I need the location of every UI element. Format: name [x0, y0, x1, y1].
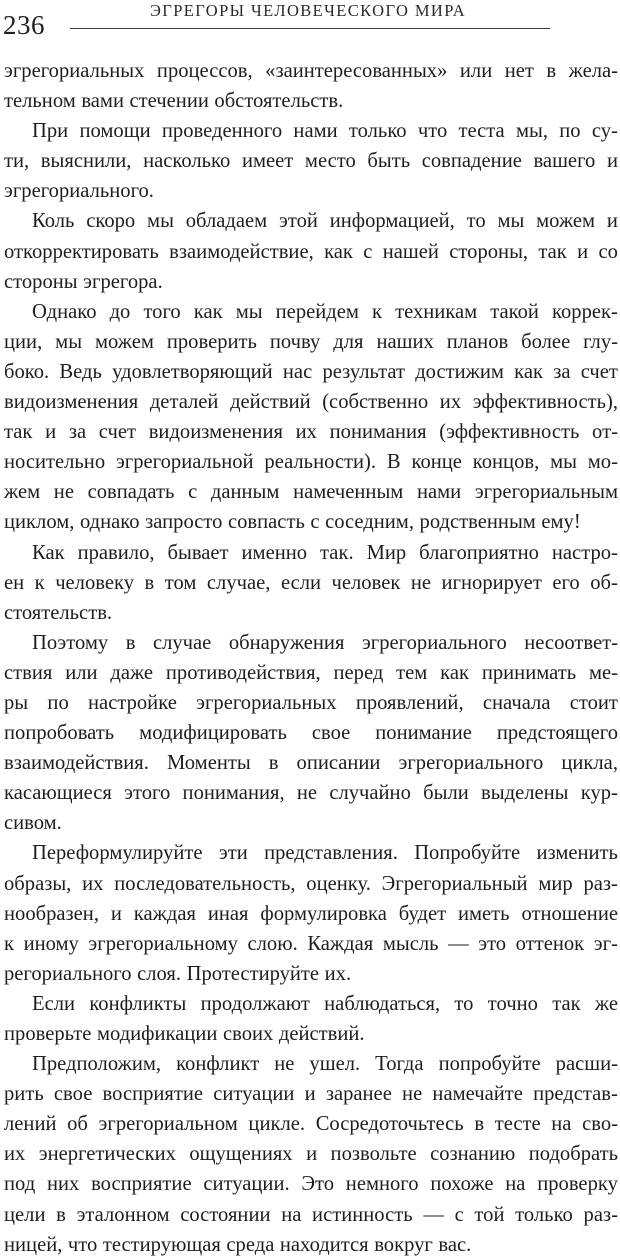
text-line: При помощи проведенного нами только что теста мы, по су- — [32, 120, 618, 143]
text-line: под них восприятие ситуации. Это немного похоже на проверку — [4, 1173, 618, 1196]
paragraph — [4, 989, 618, 1049]
text-line: Если конфликты продолжают наблюдаться, то точно так же — [32, 992, 618, 1015]
body-text — [4, 56, 618, 1260]
paragraph — [4, 628, 618, 839]
header-rule — [70, 28, 550, 29]
text-line: лений об эгрегориальном цикле. Сосредоточьтесь в тесте на сво- — [4, 1113, 618, 1136]
text-line: рить свое восприятие ситуации и заранее не намечайте представ- — [4, 1083, 618, 1106]
text-line: эгрегориального. — [4, 180, 154, 203]
text-line: жем не совпадать с данным намеченным нами эгрегориальным — [4, 481, 618, 504]
text-line: боко. Ведь удовлетворяющий нас результат достижим как за счет — [4, 360, 618, 383]
text-line: ен к человеку в том случае, если человек не игнорирует его об- — [4, 571, 618, 594]
text-line: ции, мы можем проверить почву для наших планов более глу- — [4, 330, 618, 353]
text-line: Коль скоро мы обладаем этой информацией, то мы можем и — [32, 210, 618, 233]
text-line: ствия или даже противодействия, перед тем как принимать ме- — [4, 661, 618, 684]
text-line: взаимодействия. Моменты в описании эгрегориального цикла, — [4, 752, 618, 775]
paragraph — [4, 1049, 618, 1260]
text-line: циклом, однако запросто совпасть с соседним, родственным ему! — [4, 511, 581, 534]
text-line: образы, их последовательность, оценку. Эгрегориальный мир раз- — [4, 872, 618, 895]
running-title: ЭГРЕГОРЫ ЧЕЛОВЕЧЕСКОГО МИРА — [149, 1, 467, 20]
text-line: касающиеся этого понимания, не случайно были выделены кур- — [4, 782, 618, 805]
text-line: тельном вами стечении обстоятельств. — [4, 90, 344, 113]
text-line: носительно эгрегориальной реальности). В конце концов, мы мо- — [4, 451, 618, 474]
text-line: ти, выяснили, насколько имеет место быть совпадение вашего и — [4, 150, 618, 173]
paragraph — [4, 116, 618, 206]
text-line: их энергетических ощущениях и позвольте сознанию подобрать — [4, 1143, 618, 1166]
paragraph — [4, 206, 618, 296]
text-line: цели в эталонном состоянии на истинность — с той только раз- — [4, 1203, 618, 1226]
text-line: стороны эгрегора. — [4, 270, 163, 293]
page-header — [0, 0, 620, 46]
text-line: Предположим, конфликт не ушел. Тогда попробуйте расши- — [32, 1053, 618, 1076]
text-line: попробовать модифицировать свое понимание предстоящего — [4, 722, 618, 745]
paragraph — [4, 838, 618, 988]
paragraph — [4, 56, 618, 116]
text-line: ницей, что тестирующая среда находится вокруг вас. — [4, 1233, 472, 1256]
text-line: так и за счет видоизменения их понимания (эффективность от- — [4, 421, 618, 444]
paragraph — [4, 538, 618, 628]
text-line: нообразен, и каждая иная формулировка будет иметь отношение — [4, 902, 618, 925]
text-line: Поэтому в случае обнаружения эгрегориального несоответ- — [32, 631, 618, 654]
text-line: Переформулируйте эти представления. Попробуйте изменить — [32, 842, 618, 865]
paragraph — [4, 297, 618, 538]
text-line: откорректировать взаимодействие, как с нашей стороны, так и со — [4, 240, 618, 263]
text-line: регориального слоя. Протестируйте их. — [4, 962, 352, 985]
text-line: к иному эгрегориальному слою. Каждая мысль — это оттенок эг- — [4, 932, 618, 955]
text-line: видоизменения деталей действий (собственно их эффективность), — [4, 391, 618, 414]
text-line: проверьте модификации своих действий. — [4, 1023, 365, 1045]
text-line: Однако до того как мы перейдем к техникам такой коррек- — [32, 300, 618, 323]
text-line: ры по настройке эгрегориальных проявлений, сначала стоит — [4, 691, 618, 714]
text-line: эгрегориальных процессов, «заинтересованных» или нет в жела- — [4, 60, 618, 82]
text-line: стоятельств. — [4, 601, 113, 624]
text-line: Как правило, бывает именно так. Мир благоприятно настро- — [32, 541, 618, 564]
text-line: сивом. — [4, 812, 62, 835]
page-number: 236 — [3, 10, 45, 40]
